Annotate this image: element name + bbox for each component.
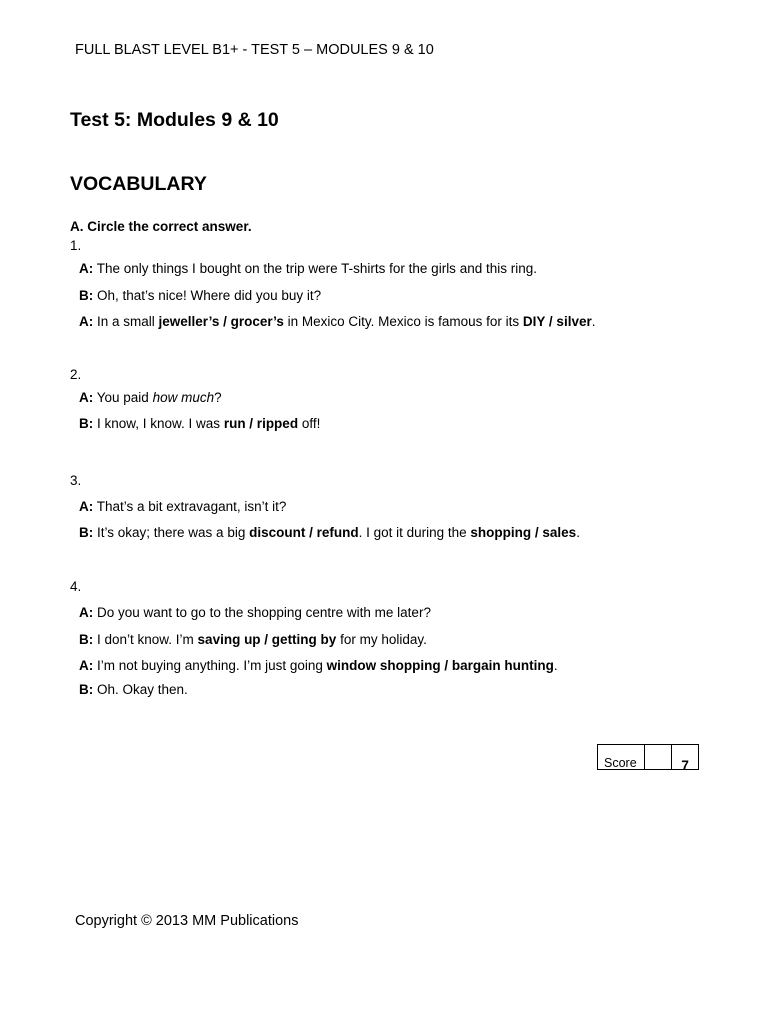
line-text: Oh. Okay then. [93, 682, 188, 697]
score-entry-field[interactable] [645, 745, 673, 769]
speaker-label: B: [79, 632, 94, 647]
speaker-label: B: [79, 682, 94, 697]
answer-choice[interactable]: window shopping / bargain hunting [326, 658, 554, 673]
line-text: Do you want to go to the shopping centre with me later? [93, 605, 431, 620]
page-header: FULL BLAST LEVEL B1+ - TEST 5 – MODULES 9 & 10 [75, 42, 434, 58]
section-title: VOCABULARY [70, 173, 207, 195]
line-text: . I got it during the [358, 525, 471, 540]
speaker-label: B: [79, 525, 94, 540]
line-text: in Mexico City. Mexico is famous for its [283, 314, 523, 329]
instruction: A. Circle the correct answer. [70, 219, 252, 234]
line-text: I know, I know. I was [93, 416, 224, 431]
line-text: off! [298, 416, 321, 431]
line-text: The only things I bought on the trip were T-shirts for the girls and this ring. [93, 261, 537, 276]
score-box [597, 744, 699, 773]
speaker-label: A: [79, 390, 94, 405]
line-text: That’s a bit extravagant, isn’t it? [93, 499, 287, 514]
dialogue-line [79, 605, 431, 620]
line-text: Oh, that’s nice! Where did you buy it? [93, 288, 322, 303]
speaker-label: A: [79, 605, 94, 620]
copyright-footer: Copyright © 2013 MM Publications [75, 913, 299, 929]
speaker-label: A: [79, 261, 94, 276]
line-text: It’s okay; there was a big [93, 525, 250, 540]
dialogue-line [79, 499, 286, 514]
test-title: Test 5: Modules 9 & 10 [70, 109, 279, 131]
dialogue-line [79, 261, 537, 276]
answer-choice[interactable]: run / ripped [223, 416, 299, 431]
question-number: 2. [70, 367, 82, 382]
line-text: ? [214, 390, 222, 405]
answer-choice[interactable]: DIY / silver [522, 314, 592, 329]
dialogue-line [79, 658, 558, 673]
dialogue-line [79, 314, 595, 329]
line-text: You paid [93, 390, 153, 405]
speaker-label: B: [79, 416, 94, 431]
emphasis-text: how much [152, 390, 215, 405]
question-number: 4. [70, 579, 82, 594]
dialogue-line [79, 632, 427, 647]
score-label: Score [598, 745, 645, 769]
answer-choice[interactable]: shopping / sales [470, 525, 577, 540]
speaker-label: B: [79, 288, 94, 303]
question-number: 1. [70, 238, 82, 253]
line-text: for my holiday. [336, 632, 427, 647]
score-max: 7 [681, 758, 689, 773]
dialogue-line [79, 390, 222, 405]
line-text: I’m not buying anything. I’m just going [93, 658, 327, 673]
dialogue-line [79, 288, 321, 303]
speaker-label: A: [79, 658, 94, 673]
speaker-label: A: [79, 314, 94, 329]
question-number: 3. [70, 473, 82, 488]
line-text: In a small [93, 314, 159, 329]
answer-choice[interactable]: jeweller’s / grocer’s [158, 314, 284, 329]
dialogue-line [79, 682, 188, 697]
line-text: . [576, 525, 580, 540]
answer-choice[interactable]: discount / refund [249, 525, 359, 540]
line-text: . [591, 314, 596, 329]
line-text: I don’t know. I’m [93, 632, 198, 647]
line-text: . [553, 658, 558, 673]
dialogue-line [79, 416, 320, 431]
dialogue-line [79, 525, 580, 540]
speaker-label: A: [79, 499, 94, 514]
answer-choice[interactable]: saving up / getting by [197, 632, 337, 647]
